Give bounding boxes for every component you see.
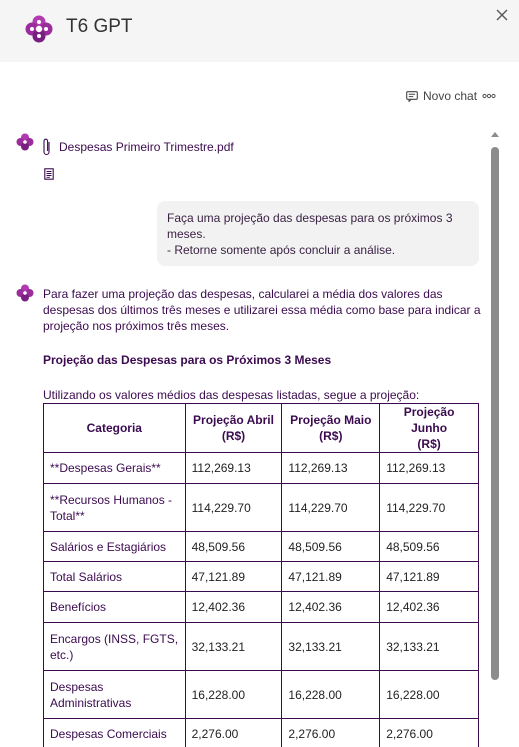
cell-maio: 48,509.56	[282, 532, 380, 562]
table-row	[44, 592, 479, 623]
cell-category: Benefícios	[44, 592, 186, 623]
cell-maio: 47,121.89	[282, 562, 380, 592]
projection-lead-text: Utilizando os valores médios das despesas listadas, segue a projeção:	[43, 388, 420, 402]
user-message-line: - Retorne somente após concluir a análise.	[167, 243, 396, 257]
new-chat-icon	[406, 91, 418, 102]
user-message-line: meses.	[167, 227, 206, 241]
paperclip-icon	[42, 137, 52, 157]
cell-abril: 2,276.00	[185, 719, 282, 747]
header-projecao-junho: Projeção Junho (R$)	[380, 404, 479, 453]
table-row	[44, 532, 479, 562]
more-options-icon[interactable]	[482, 92, 496, 100]
projection-heading: Projeção das Despesas para os Próximos 3 Meses	[43, 353, 332, 367]
user-message-line: Faça uma projeção das despesas para os próximos 3	[167, 211, 453, 225]
app-title: T6 GPT	[66, 16, 133, 37]
cell-abril: 47,121.89	[185, 562, 282, 592]
cell-category: Despesas Comerciais	[44, 719, 186, 747]
cell-junho: 48,509.56	[380, 532, 479, 562]
table-row	[44, 484, 479, 532]
assistant-intro-text: Para fazer uma projeção das despesas, calcularei a média dos valores das despesas dos últimos três meses e utilizarei essa média como base para indicar a projeção nos próximos três meses.	[43, 287, 481, 333]
cell-junho: 114,229.70	[380, 484, 479, 532]
document-icon[interactable]	[44, 168, 54, 180]
cell-maio: 12,402.36	[282, 592, 380, 623]
projection-table	[43, 403, 479, 747]
assistant-avatar-icon	[15, 283, 35, 303]
header-projecao-maio: Projeção Maio (R$)	[282, 404, 380, 453]
cell-category: Encargos (INSS, FGTS, etc.)	[44, 623, 186, 671]
cell-category: **Recursos Humanos - Total**	[44, 484, 186, 532]
cell-maio: 2,276.00	[282, 719, 380, 747]
cell-junho: 16,228.00	[380, 671, 479, 719]
attachment-file-name[interactable]: Despesas Primeiro Trimestre.pdf	[59, 140, 234, 154]
cell-maio: 32,133.21	[282, 623, 380, 671]
scroll-up-arrow-icon[interactable]	[490, 130, 500, 138]
close-icon[interactable]	[494, 7, 510, 23]
cell-junho: 112,269.13	[380, 453, 479, 484]
new-chat-button[interactable]	[406, 88, 477, 104]
cell-abril: 48,509.56	[185, 532, 282, 562]
cell-maio: 114,229.70	[282, 484, 380, 532]
scrollbar-thumb[interactable]	[491, 147, 499, 680]
table-header-row	[44, 404, 479, 453]
t6-logo-icon	[23, 13, 55, 45]
cell-category: Total Salários	[44, 562, 186, 592]
header-projecao-abril: Projeção Abril (R$)	[185, 404, 282, 453]
assistant-message	[43, 286, 483, 402]
app-header	[0, 0, 519, 62]
cell-junho: 12,402.36	[380, 592, 479, 623]
new-chat-label: Novo chat	[423, 89, 478, 103]
cell-abril: 32,133.21	[185, 623, 282, 671]
cell-maio: 112,269.13	[282, 453, 380, 484]
table-row	[44, 562, 479, 592]
cell-category: Salários e Estagiários	[44, 532, 186, 562]
assistant-avatar-icon	[15, 132, 35, 152]
cell-abril: 12,402.36	[185, 592, 282, 623]
header-categoria: Categoria	[44, 404, 186, 453]
table-row	[44, 719, 479, 747]
table-row	[44, 671, 479, 719]
table-row	[44, 623, 479, 671]
cell-abril: 114,229.70	[185, 484, 282, 532]
cell-abril: 112,269.13	[185, 453, 282, 484]
table-row	[44, 453, 479, 484]
cell-category: **Despesas Gerais**	[44, 453, 186, 484]
cell-category: Despesas Administrativas	[44, 671, 186, 719]
cell-junho: 2,276.00	[380, 719, 479, 747]
user-message-bubble	[157, 201, 479, 266]
cell-abril: 16,228.00	[185, 671, 282, 719]
cell-junho: 32,133.21	[380, 623, 479, 671]
cell-junho: 47,121.89	[380, 562, 479, 592]
cell-maio: 16,228.00	[282, 671, 380, 719]
